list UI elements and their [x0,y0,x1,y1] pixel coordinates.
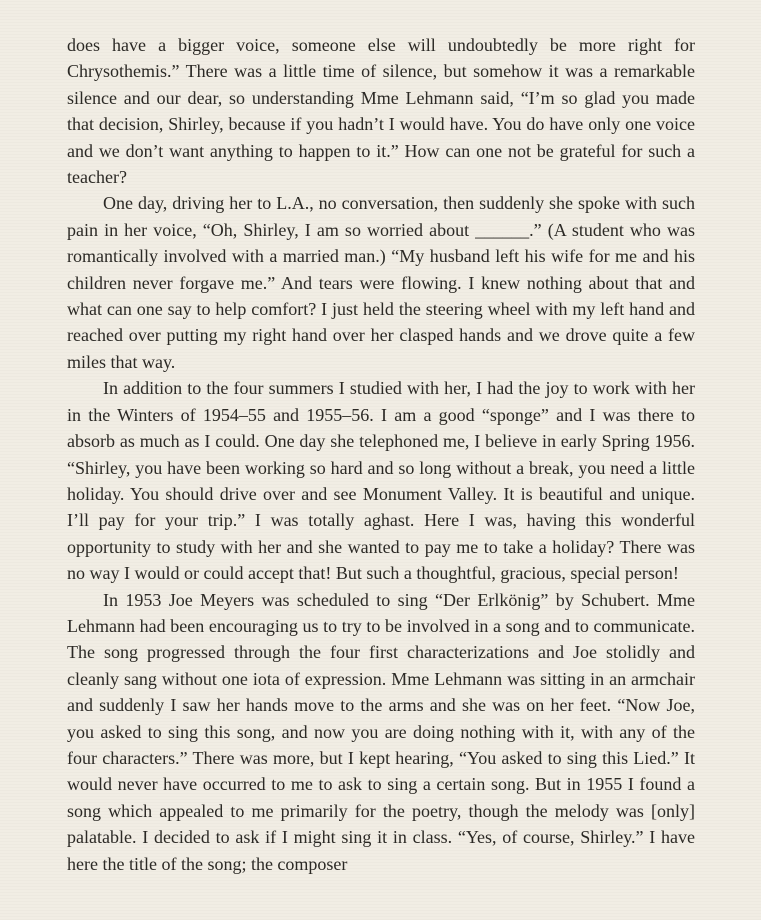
paragraph-continued: does have a bigger voice, someone else will undoubtedly be more right for Chrysothemis.” There was a little time of silence, but somehow it was a remarkable silence and our dear, so understanding Mme Lehmann said, “I’m so glad you made that decision, Shirley, because if you hadn’t I would have. You do have only one voice and we don’t want anything to happen to it.” How can one not be grateful for such a teacher? [67,35,695,188]
paragraph-monument-valley: In addition to the four summers I studied with her, I had the joy to work with her in the Winters of 1954–55 and 1955–56. I am a good “sponge” and I was there to absorb as much as I could. One day she telephoned me, I believe in early Spring 1956. “Shirley, you have been working so hard and so long without a break, you need a little holiday. You should drive over and see Monument Valley. It is beautiful and unique. I’ll pay for your trip.” I was totally aghast. Here I was, having this wonderful opportunity to study with her and she wanted to pay me to take a holiday? There was no way I would or could accept that! But such a thoughtful, gracious, special person! [67,378,695,584]
book-page [67,32,695,877]
paragraph-erlkonig: In 1953 Joe Meyers was scheduled to sing “Der Erlkönig” by Schubert. Mme Lehmann had been encouraging us to try to be involved in a song and to communicate. The song progressed through the four first characterizations and Joe stolidly and cleanly sang without one iota of expression. Mme Lehmann was sitting in an armchair and suddenly I saw her hands move to the arms and she was on her feet. “Now Joe, you asked to sing this song, and now you are doing nothing with it, with any of the four characters.” There was more, but I kept hearing, “You asked to sing this Lied.” It would never have occurred to me to ask to sing a certain song. But in 1955 I found a song which appealed to me primarily for the poetry, though the melody was [only] palatable. I decided to ask if I might sing it in class. “Yes, of course, Shirley.” I have here the title of the song; the composer [67,589,695,874]
paragraph-driving-to-la: One day, driving her to L.A., no conversation, then suddenly she spoke with such pain in her voice, “Oh, Shirley, I am so worried about ______.” (A student who was romantically involved with a married man.) “My husband left his wife for me and his children never forgave me.” And tears were flowing. I knew nothing about that and what can one say to help comfort? I just held the steering wheel with my left hand and reached over putting my right hand over her clasped hands and we drove quite a few miles that way. [67,193,695,372]
